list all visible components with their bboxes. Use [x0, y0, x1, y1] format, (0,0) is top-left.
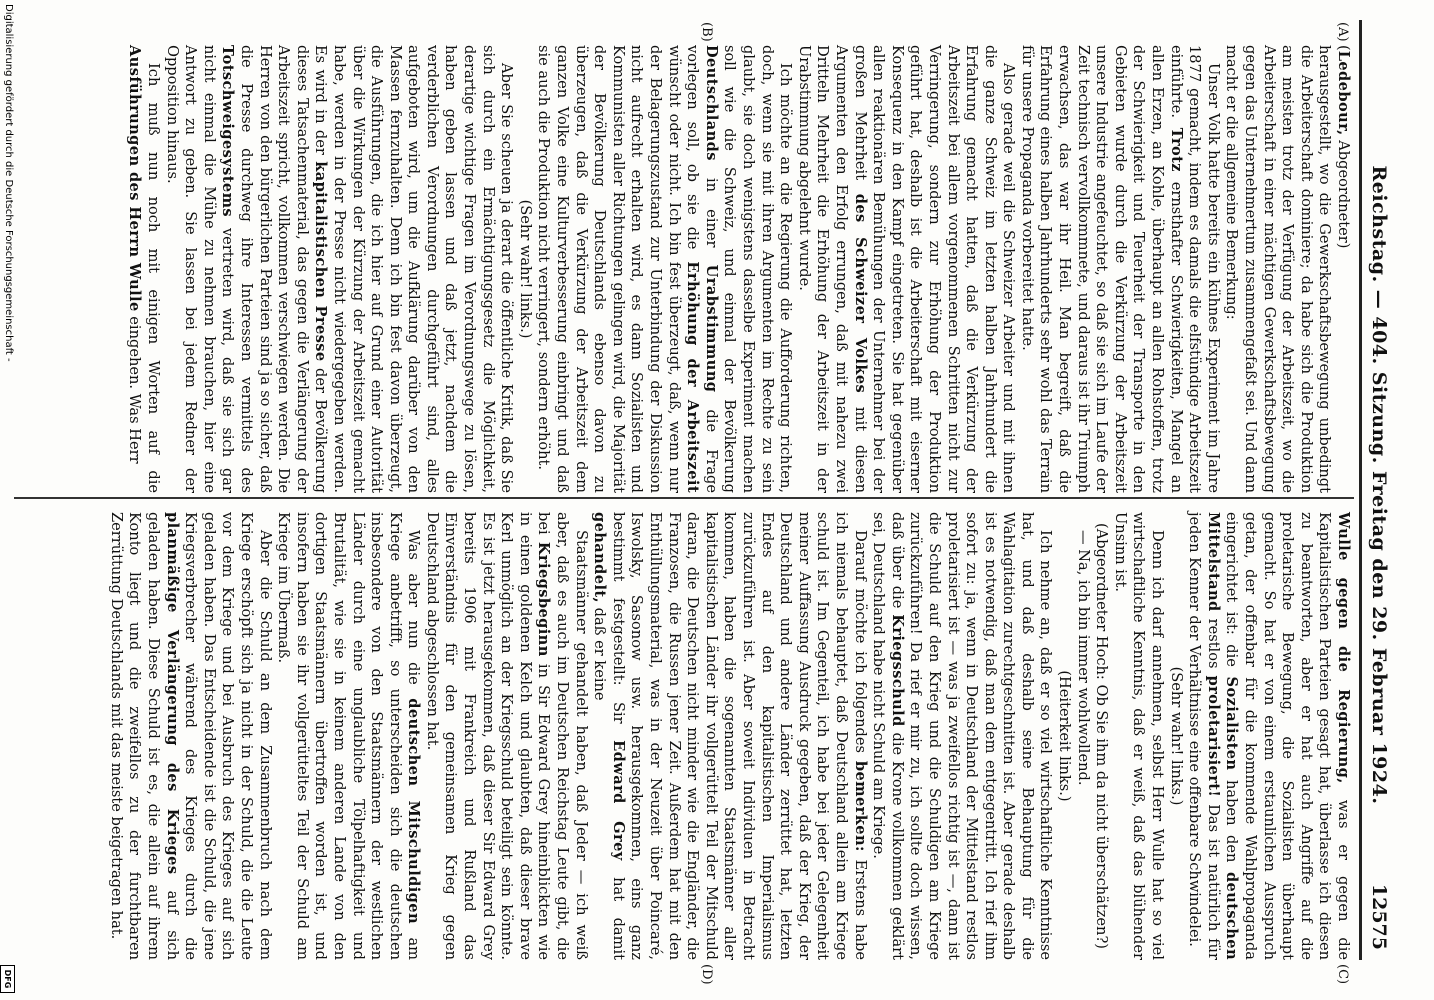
column-divider: [14, 497, 1354, 499]
paragraph: Ich möchte an die Regierung die Aufforderung richten, doch, wenn sie mit ihren Argumenten im Rechte zu sein glaubt, sie doch wenigstens dasselbe Experiment machen soll wie die Schweiz, und einmal der Bevölkerung Deutschlands in einer Urabstimmung die Frage vorlegen soll, ob sie die Erhöhung der Arbeitszeit wünscht oder nicht. Ich bin fest überzeugt, daß, wenn nur der Belagerungszustand zur Unterbindung der Diskussion nicht aufrecht erhalten wird, es dann Sozialisten und Kommunisten aller Richtungen gelingen wird, die Majorität der Bevölkerung Deutschlands ebenso davon zu überzeugen, daß die Verkürzung der Arbeitszeit dem ganzen Volke eine Kulturverbesserung einbringt und daß sie auch die Produktion nicht verringert, sondern erhöht.: [535, 45, 795, 494]
page-number: 12575: [1368, 883, 1390, 950]
footer-credit: Digitalisierung gefördert durch die Deutsche Forschungsgemeinschaft -: [3, 4, 14, 362]
paragraph: Darauf möchte ich folgendes bemerken: Erstens habe ich niemals behauptet, daß Deutschland allein am Kriege schuld ist. Im Gegenteil, ich habe bei jeder Gelegenheit meiner Auffassung Ausdruck gegeben, daß der Krieg, der Deutschland und andere Länder zerrüttet hat, letzten Endes auf den kapitalistischen Imperialismus zurückzuführen ist. Aber soweit Individuen in Betracht kommen, haben die sogenannten Staatsmänner aller kapitalistischen Länder ihr vollgerüttelt Teil der Mitschuld daran, die Deutschen nicht minder wie die Engländer, die Franzosen, die Russen jener Zeit. Außerdem hat mit den Enthüllungsmaterial, was in der Neuzeit über Poincaré, Iswolsky, Sasonow usw. herausgekommen, eins ganz bestimmt festgestellt: Sir Edward Grey hat damit gehandelt, daß er keine: [591, 512, 869, 961]
speaker-name: Ledebour,: [1335, 50, 1352, 136]
margin-mark-d: (D): [699, 964, 714, 985]
digitization-footer: [0, 0, 14, 1000]
paragraph: (Ledebour, Abgeordneter): [1335, 45, 1352, 249]
paragraph: herausgestellt, wo die Gewerkschaftsbewegung unbedingt die Arbeiterschaft dominiere; da habe sich die Produktion am meisten trotz der Verfügung der Arbeitszeit, wo die Arbeiterschaft in einer mächtigen Gewerkschaftsbewegung gegen das Unternehmertum zusammengefaßt sei. Und dann macht er die allgemeine Bemerkung:: [1223, 45, 1334, 493]
paragraph: Aber die Schuld an dem Zusammenbruch nach dem Kriege erschöpft sich ja nicht in der Schuld, die die Leute vor dem Kriege und bei Ausbruch des Krieges auf sich geladen haben. Das Entscheidende ist die Schuld, die jene Kriegsverbrecher während des Krieges durch die planmäßige Verlängerung des Krieges auf sich geladen haben. Diese Schuld ist es, die allein auf ihrem Konto liegt und die zweifellos zu der furchtbaren Zerrüttung Deutschlands mit das meiste beigetragen hat.: [107, 512, 274, 961]
page-header: [1362, 20, 1396, 950]
paragraph: Was aber nun die deutschen Mitschuldigen am Kriege anbetrifft, so unterscheiden sich die deutschen insbesondere von den Staatsmännern der westlichen Länder durch eine unglaubliche Tölpelhaftigkeit und Brutalität, wie sie in keinem anderen Lande von den dortigen Staatsmännern übertroffen worden ist, und insofern haben sie ihr vollgerütteltes Teil der Schuld am Kriege im Übermaß.: [275, 512, 423, 961]
margin-mark-b: (B): [699, 22, 714, 42]
right-column: [106, 512, 1352, 960]
header-rule: [1359, 20, 1362, 960]
left-column: [125, 45, 1352, 493]
paragraph: Aber Sie scheuen ja derart die öffentliche Kritik, daß Sie sich durch ein Ermächtigungsgesetz die Möglichkeit, derartige wichtige Fragen im Verordnungswege zu lösen, haben geben lassen und daß jetzt, nachdem die verderblichen Verordnungen durchgeführt sind, alles aufgeboten wird, um die Aufklärung darüber von den Massen fernzuhalten. Denn ich bin fest davon überzeugt, die Ausführungen, die ich hier auf Grund einer Autorität über die Wirkungen der Kürzung der Arbeitszeit gemacht habe, werden in der Presse nicht wiedergegeben werden. Es wird in der kapitalistischen Presse der Bevölkerung dieses Tatsachenmaterial, das gegen die Verlängerung der Arbeitszeit spricht, vollkommen verschwiegen werden. Die Herren von den bürgerlichen Parteien sind ja so sicher, daß die Presse durchweg ihre Interessen vermittels des Totschweigesystems vertreten wird, daß sie sich gar nicht einmal die Mühe zu nehmen brauchen, hier eine Antwort zu geben. Sie lassen bei jedem Redner der Opposition hinaus.: [163, 45, 516, 493]
paragraph: — Na, ich bin immer wohlwollend.: [1074, 530, 1092, 786]
paragraph: Denn ich darf annehmen, selbst Herr Wulle hat so viel wirtschaftliche Kenntnis, daß er weiß, daß das blühender Unsinn ist.: [1111, 512, 1167, 960]
paragraph: Ich muß nun noch mit einigen Worten auf die Ausführungen des Herrn Wulle eingehen. Was Herr: [126, 45, 162, 493]
interjection: (Abgeordneter Hoch: Ob Sie ihm da nicht überschätzen?): [1093, 523, 1111, 949]
margin-mark-a: (A): [1335, 22, 1350, 42]
interjection: (Sehr wahr! links.): [516, 199, 534, 339]
speaker-role: Abgeordneter): [1335, 140, 1352, 249]
dfg-logo: DFG: [0, 965, 15, 993]
paragraph: Also gerade weil die Schweizer Arbeiter und mit ihnen die ganze Schweiz im letzten halben Jahrhundert die Erfahrung gemacht hatten, daß die Verkürzung der Arbeitszeit bei allem vorgenommenen Schritten nicht zur Verringerung, sondern zur Erhöhung der Produktion geführt hat, deshalb ist die Arbeiterschaft mit eiserner Konsequenz in den Kampf eingetreten. Sie hat gegenüber allen reaktionären Bemühungen der Unternehmer bei der großen Mehrheit des Schweizer Volkes mit diesen Argumenten den Erfolg errungen, daß mit nahezu zwei Dritteln Mehrheit die Erhöhung der Arbeitszeit in der Urabstimmung abgelehnt wurde.: [795, 45, 1018, 494]
paragraph: Wulle gegen die Regierung, was er gegen die Kapitalistischen Parteien gesagt hat, überlasse ich diesen zu beantworten, aber er hat auch Angriffe auf die proletarische Bewegung, die Sozialisten überhaupt gemacht. So hat er von einem erstaunlichen Ausspruch getan, der offenbar für die kommende Wahlpropaganda eingerichtet ist: die Sozialisten haben den deutschen Mittelstand restlos proletarisiert! Das ist natürlich für jeden Kenner der Verhältnisse eine offenbare Schwindelei.: [1186, 512, 1352, 961]
paragraph: Ich nehme an, daß er so viel wirtschaftliche Kenntnisse hat, und daß deshalb seine Behauptung für die Wahlagitation zurechtgeschnitten ist. Aber gerade deshalb ist es notwendig, daß man dem entgegentritt. Ich rief ihm sofort zu: ja, wenn in Deutschland der Mittelstand restlos proletarisiert ist — was ja zweifellos richtig ist —, dann ist die Schuld auf den Krieg und die Schuldigen am Kriege zurückzuführen! Da rief er mir zu, ich sollte doch wissen, daß über die Kriegsschuld die Krone vollkommen geklärt sei, Deutschland habe nicht Schuld am Kriege.: [870, 512, 1055, 960]
quote-paragraph: Unser Volk hatte bereits ein kühnes Experiment im Jahre 1877 gemacht, indem es damals die elfstündige Arbeitszeit einführte. Trotz ernsthafter Schwierigkeiten, Mangel an allen Erzen, an Kohle, überhaupt an allen Rohstoffen, trotz der Schwierigkeit und Teuerheit der Transporte in den Gebieten wurde durch die Verkürzung der Arbeitszeit unsere Industrie angefeuchtet, so daß sie sich im Laufe der Zeit technisch vervollkommnete, und daraus ist ihr Triumph erwachsen, das war ihr Heil. Man begreift, daß die Erfahrung eines halben Jahrhunderts sehr wohl das Terrain für unsere Propaganda vorbereitet hatte.: [1018, 45, 1222, 494]
running-title: Reichstag. — 404. Sitzung. Freitag den 29. Februar 1924.: [1368, 165, 1390, 805]
interjection: (Sehr wahr! links.): [1167, 666, 1185, 806]
margin-mark-c: (C): [1335, 964, 1350, 985]
interjection: (Heiterkeit links.): [1056, 670, 1074, 802]
paragraph: Staatsmänner gehandelt haben, daß Jeder — ich weiß aber, daß es auch im Deutschen Reichstag Leute gibt, die bei Kriegsbeginn in Sir Edward Grey hineinblickten wie in einen goldenen Kelch und glaubten, daß dieser brave Kerl unmöglich an der Kriegsschuld beteiligt sein könnte. Es ist jetzt herausgekommen, daß dieser Sir Edward Grey bereits 1906 mit Frankreich und Rußland das Einverständnis für den gemeinsamen Krieg gegen Deutschland abgeschlossen hat.: [423, 512, 590, 961]
